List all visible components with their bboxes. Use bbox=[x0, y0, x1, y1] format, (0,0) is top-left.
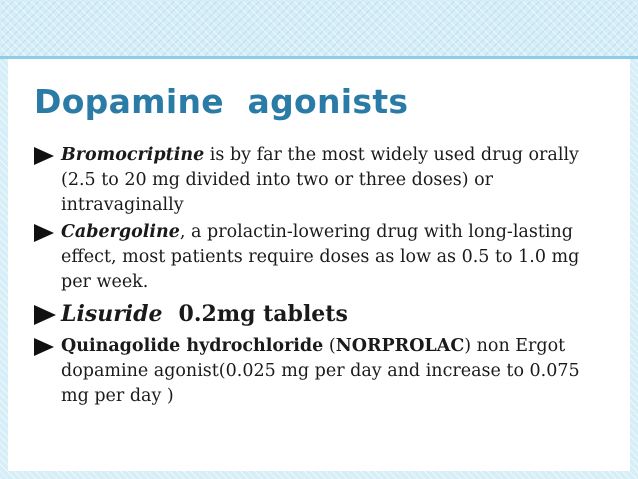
brand-name: NORPROLAC bbox=[335, 336, 465, 356]
bullet-item-quinagolide bbox=[34, 334, 609, 409]
bullet-item-bromocriptine bbox=[34, 143, 609, 218]
slide-title: Dopamine agonists bbox=[34, 82, 409, 121]
bullet-text: 0.2mg tablets bbox=[178, 301, 348, 327]
bullet-item-cabergoline bbox=[34, 220, 609, 295]
drug-name: Quinagolide hydrochloride bbox=[61, 336, 324, 356]
decorative-bottom-border bbox=[0, 471, 638, 479]
right-triangle-bullet-icon bbox=[34, 147, 54, 165]
decorative-band-line bbox=[0, 56, 638, 59]
bullet-text: ) non Ergot dopamine agonist(0.025 mg per day and increase to 0.075 mg per day ) bbox=[61, 336, 580, 406]
right-triangle-bullet-icon bbox=[34, 305, 56, 325]
decorative-right-border bbox=[630, 59, 638, 479]
brand-prefix: ( bbox=[323, 336, 336, 356]
right-triangle-bullet-icon bbox=[34, 224, 54, 242]
drug-name: Cabergoline bbox=[61, 222, 180, 242]
decorative-left-border bbox=[0, 59, 8, 479]
bullet-text: , a prolactin-lowering drug with long-lasting effect, most patients require doses as low as 0.5 to 1.0 mg per week. bbox=[61, 222, 580, 292]
drug-name: Bromocriptine bbox=[61, 145, 205, 165]
decorative-top-band bbox=[0, 0, 638, 56]
right-triangle-bullet-icon bbox=[34, 338, 54, 356]
bullet-text: is by far the most widely used drug orally (2.5 to 20 mg divided into two or three doses) or intravaginally bbox=[61, 145, 579, 215]
bullet-item-lisuride bbox=[34, 299, 609, 330]
drug-name: Lisuride bbox=[61, 301, 163, 327]
bullet-list bbox=[34, 143, 609, 411]
